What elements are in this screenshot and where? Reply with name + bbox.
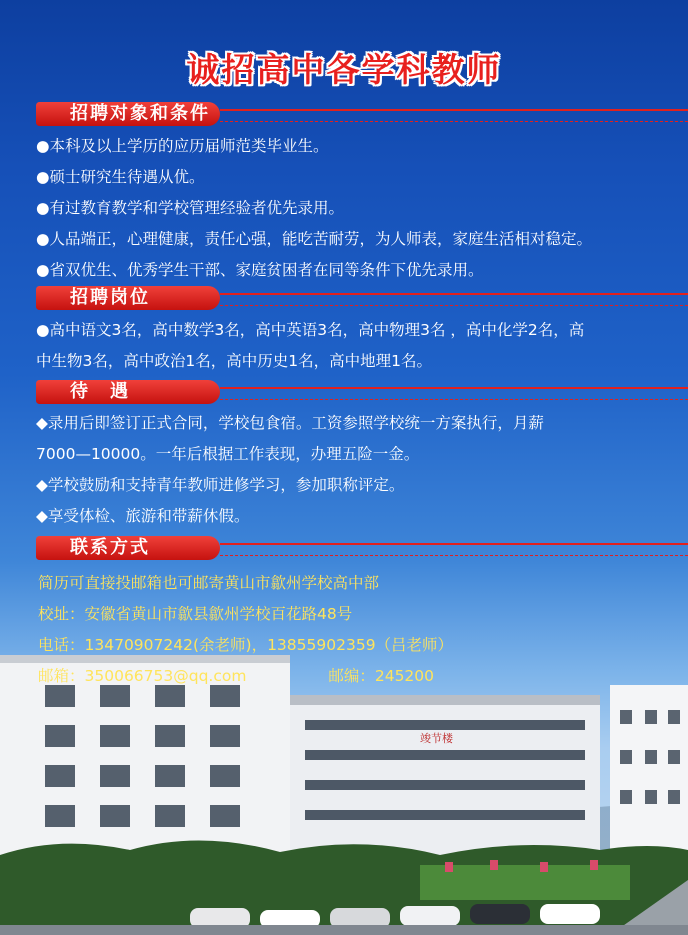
section-header-contact <box>0 536 688 562</box>
contact-info <box>38 568 678 692</box>
list-item: ●有过教育教学和学校管理经验者优先录用。 <box>36 199 345 217</box>
requirements-list <box>36 131 656 286</box>
contact-address: 校址：安徽省黄山市歙县歙州学校百花路48号 <box>38 605 353 623</box>
list-item: ●高中语文3名，高中数学3名，高中英语3名，高中物理3名 ，高中化学2名，高 <box>36 321 585 339</box>
section-divider <box>220 387 688 400</box>
contact-intro: 简历可直接投邮箱也可邮寄黄山市歙州学校高中部 <box>38 574 380 592</box>
list-item: ◆学校鼓励和支持青年教师进修学习，参加职称评定。 <box>36 476 405 494</box>
section-divider <box>220 293 688 306</box>
list-item: ●省双优生、优秀学生干部、家庭贫困者在同等条件下优先录用。 <box>36 261 484 279</box>
section-header-positions <box>0 286 688 312</box>
section-title-positions: 招聘岗位 <box>36 286 220 310</box>
section-title-benefits: 待 遇 <box>36 380 220 404</box>
building-sign-main: 竣节楼 <box>420 732 453 745</box>
list-item: ◆享受体检、旅游和带薪休假。 <box>36 507 250 525</box>
list-item: 7000—10000。一年后根据工作表现，办理五险一金。 <box>36 445 420 463</box>
section-header-benefits <box>0 380 688 406</box>
section-title-contact: 联系方式 <box>36 536 220 560</box>
contact-email: 邮箱：350066753@qq.com <box>38 667 247 685</box>
contact-postcode: 邮编：245200 <box>328 667 435 685</box>
section-title-requirements: 招聘对象和条件 <box>36 102 220 126</box>
benefits-list <box>36 408 656 532</box>
section-divider <box>220 543 688 556</box>
contact-email-row <box>38 661 678 692</box>
list-item: ◆录用后即签订正式合同，学校包食宿。工资参照学校统一方案执行，月薪 <box>36 414 544 432</box>
list-item: ●本科及以上学历的应历届师范类毕业生。 <box>36 137 329 155</box>
poster-title: 诚招高中各学科教师 <box>186 50 502 89</box>
list-item: ●人品端正，心理健康，责任心强，能吃苦耐劳，为人师表，家庭生活相对稳定。 <box>36 230 593 248</box>
section-divider <box>220 109 688 122</box>
list-item: ●硕士研究生待遇从优。 <box>36 168 205 186</box>
section-header-requirements <box>0 102 688 128</box>
positions-list <box>36 315 656 377</box>
list-item: 中生物3名，高中政治1名，高中历史1名，高中地理1名。 <box>36 352 432 370</box>
contact-phone: 电话：13470907242(余老师)，13855902359（吕老师） <box>38 636 454 654</box>
